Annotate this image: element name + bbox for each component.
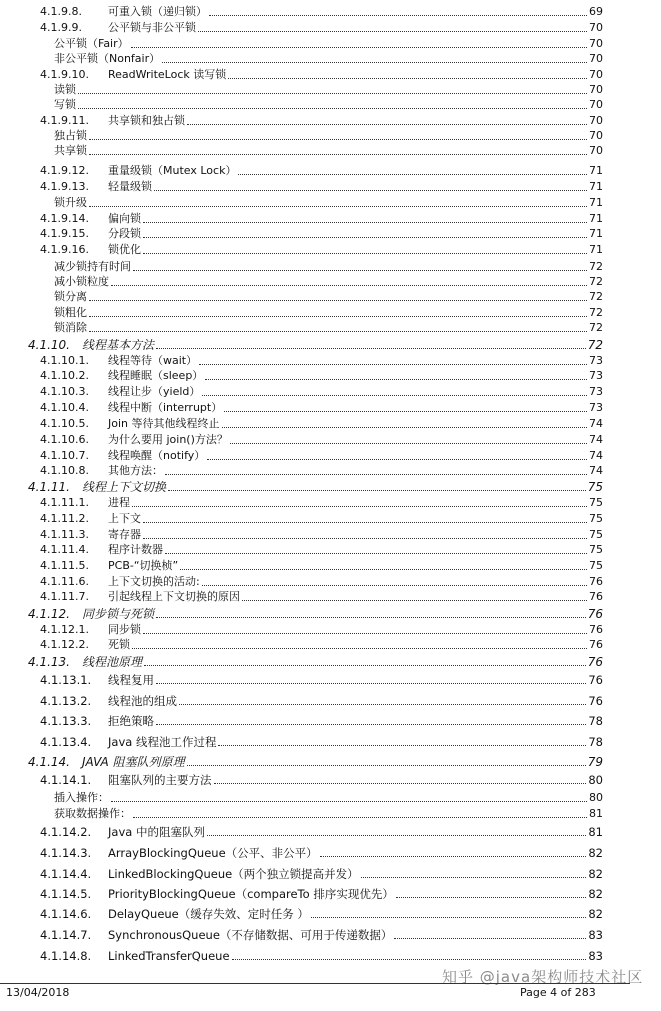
toc-entry-number: 4.1.9.9.	[40, 21, 82, 34]
toc-entry[interactable]	[0, 754, 661, 770]
toc-entry[interactable]	[0, 527, 661, 543]
toc-dot-leader	[89, 331, 587, 332]
toc-entry-title: 线程池原理	[82, 655, 143, 669]
toc-entry[interactable]	[0, 463, 661, 479]
toc-entry[interactable]	[0, 128, 661, 144]
toc-entry-title: 写锁	[54, 98, 76, 111]
toc-dot-leader	[143, 538, 587, 539]
toc-dot-leader	[202, 585, 587, 586]
toc-entry-page: 71	[589, 243, 603, 256]
toc-entry-title: 拒绝策略	[108, 714, 154, 728]
toc-entry-page: 72	[589, 260, 603, 273]
toc-entry-page: 71	[589, 196, 603, 209]
toc-entry-page: 83	[588, 928, 603, 942]
toc-entry[interactable]	[0, 772, 661, 788]
toc-entry-page: 73	[589, 354, 603, 367]
toc-entry-number: 4.1.9.10.	[40, 68, 89, 81]
toc-dot-leader	[218, 745, 586, 746]
toc-dot-leader	[156, 348, 586, 349]
toc-entry-page: 73	[589, 385, 603, 398]
toc-entry-title: 线程睡眠（sleep）	[108, 369, 204, 382]
toc-entry-page: 76	[589, 638, 603, 651]
toc-entry-number: 4.1.11.1.	[40, 496, 89, 509]
toc-entry-page: 71	[589, 227, 603, 240]
toc-entry-number: 4.1.14.4.	[40, 867, 92, 881]
toc-entry-title: 轻量级锁	[108, 180, 152, 193]
toc-entry-number: 4.1.9.8.	[40, 5, 82, 18]
toc-entry-title: 上下文切换的活动:	[108, 575, 200, 588]
toc-entry-title: 寄存器	[108, 528, 141, 541]
toc-entry-number: 4.1.14.3.	[40, 846, 92, 860]
toc-dot-leader	[143, 222, 587, 223]
toc-dot-leader	[207, 459, 587, 460]
toc-dot-leader	[111, 285, 587, 286]
toc-entry-title: 死锁	[108, 638, 130, 651]
toc-entry[interactable]	[0, 906, 661, 922]
toc-dot-leader	[320, 856, 586, 857]
toc-entry[interactable]	[0, 20, 661, 36]
toc-entry-number: 4.1.9.13.	[40, 180, 89, 193]
toc-entry-page: 78	[588, 735, 603, 749]
toc-entry[interactable]	[0, 589, 661, 605]
toc-entry-title: 线程等待（wait）	[108, 354, 198, 367]
toc-entry-page: 80	[588, 773, 603, 787]
toc-entry-number: 4.1.11.5.	[40, 559, 89, 572]
toc-dot-leader	[224, 411, 587, 412]
toc-entry-number: 4.1.10.4.	[40, 401, 89, 414]
toc-entry-page: 81	[589, 807, 603, 820]
toc-entry[interactable]	[0, 806, 661, 822]
toc-entry-page: 74	[589, 433, 603, 446]
toc-dot-leader	[394, 938, 586, 939]
toc-entry-number: 4.1.10.5.	[40, 417, 89, 430]
toc-entry[interactable]	[0, 274, 661, 290]
toc-entry[interactable]	[0, 113, 661, 129]
toc-dot-leader	[222, 427, 587, 428]
toc-entry-number: 4.1.11.2.	[40, 512, 89, 525]
toc-dot-leader	[143, 522, 587, 523]
toc-entry[interactable]	[0, 713, 661, 729]
toc-entry-page: 80	[589, 791, 603, 804]
toc-entry-page: 82	[588, 846, 603, 860]
toc-entry-title: 公平锁与非公平锁	[108, 21, 196, 34]
toc-entry-number: 4.1.13.4.	[40, 735, 92, 749]
toc-dot-leader	[162, 62, 587, 63]
toc-entry[interactable]	[0, 432, 661, 448]
toc-dot-leader	[89, 154, 587, 155]
toc-entry-page: 69	[589, 5, 603, 18]
toc-dot-leader	[132, 648, 587, 649]
toc-entry-title: 线程唤醒（notify）	[108, 449, 206, 462]
toc-dot-leader	[78, 108, 587, 109]
toc-entry-number: 4.1.12.1.	[40, 623, 89, 636]
toc-entry[interactable]	[0, 320, 661, 336]
toc-entry-number: 4.1.11.7.	[40, 590, 89, 603]
toc-entry-page: 70	[589, 144, 603, 157]
toc-dot-leader	[180, 569, 587, 570]
toc-dot-leader	[143, 253, 587, 254]
toc-entry-page: 76	[589, 575, 603, 588]
toc-dot-leader	[311, 917, 586, 918]
toc-entry-number: 4.1.11.	[28, 480, 70, 494]
toc-entry-page: 76	[588, 673, 603, 687]
toc-entry-number: 4.1.9.15.	[40, 227, 89, 240]
toc-dot-leader	[187, 124, 587, 125]
toc-entry-page: 72	[589, 290, 603, 303]
toc-entry-number: 4.1.10.3.	[40, 385, 89, 398]
toc-entry-title: 引起线程上下文切换的原因	[108, 590, 240, 603]
toc-entry-title: 可重入锁（递归锁）	[108, 5, 207, 18]
toc-entry[interactable]	[0, 886, 661, 902]
toc-dot-leader	[165, 474, 587, 475]
toc-entry-number: 4.1.11.4.	[40, 543, 89, 556]
toc-entry-title: DelayQueue（缓存失效、定时任务 ）	[108, 907, 309, 921]
toc-entry-number: 4.1.9.16.	[40, 243, 89, 256]
toc-entry-page: 74	[589, 449, 603, 462]
toc-entry-title: LinkedTransferQueue	[108, 949, 230, 963]
toc-entry-page: 70	[589, 37, 603, 50]
toc-entry-title: JAVA 阻塞队列原理	[82, 755, 185, 769]
toc-entry-page: 75	[589, 559, 603, 572]
toc-entry-number: 4.1.9.11.	[40, 114, 89, 127]
toc-entry[interactable]	[0, 195, 661, 211]
toc-dot-leader	[89, 206, 587, 207]
toc-dot-leader	[165, 553, 587, 554]
toc-entry[interactable]	[0, 479, 661, 495]
toc-entry[interactable]	[0, 179, 661, 195]
toc-dot-leader	[230, 443, 587, 444]
toc-entry-page: 75	[589, 496, 603, 509]
toc-entry[interactable]	[0, 866, 661, 882]
toc-entry-title: 程序计数器	[108, 543, 163, 556]
toc-dot-leader	[199, 364, 587, 365]
toc-entry-page: 70	[589, 52, 603, 65]
toc-dot-leader	[214, 783, 586, 784]
toc-entry-page: 75	[589, 543, 603, 556]
toc-entry-number: 4.1.10.	[28, 338, 70, 352]
toc-entry-number: 4.1.14.8.	[40, 949, 92, 963]
toc-entry[interactable]	[0, 637, 661, 653]
toc-entry-title: SynchronousQueue（不存储数据、可用于传递数据）	[108, 928, 393, 942]
toc-entry[interactable]	[0, 622, 661, 638]
toc-dot-leader	[242, 600, 587, 601]
toc-entry-title: 进程	[108, 496, 130, 509]
toc-entry-title: PriorityBlockingQueue（compareTo 排序实现优先）	[108, 887, 394, 901]
toc-dot-leader	[156, 683, 586, 684]
toc-entry-title: 独占锁	[54, 129, 87, 142]
toc-entry-page: 82	[588, 867, 603, 881]
toc-entry[interactable]	[0, 511, 661, 527]
toc-dot-leader	[168, 490, 586, 491]
toc-entry-page: 76	[587, 655, 603, 669]
toc-entry-page: 72	[589, 275, 603, 288]
toc-entry-page: 70	[589, 21, 603, 34]
footer-divider	[0, 983, 630, 984]
toc-entry-title: Java 线程池工作过程	[108, 735, 217, 749]
toc-entry[interactable]	[0, 305, 661, 321]
toc-entry-title: 为什么要用 join()方法？	[108, 433, 228, 446]
toc-entry-number: 4.1.11.6.	[40, 575, 89, 588]
toc-entry-page: 72	[587, 338, 603, 352]
toc-dot-leader	[89, 300, 587, 301]
toc-dot-leader	[179, 704, 586, 705]
toc-entry[interactable]	[0, 654, 661, 670]
toc-entry-page: 75	[587, 480, 603, 494]
toc-dot-leader	[89, 139, 587, 140]
toc-entry-title: ArrayBlockingQueue（公平、非公平）	[108, 846, 318, 860]
toc-entry-page: 74	[589, 464, 603, 477]
toc-entry-number: 4.1.10.8.	[40, 464, 89, 477]
toc-entry[interactable]	[0, 4, 661, 20]
toc-entry-title: 减小锁粒度	[54, 275, 109, 288]
toc-entry-title: 插入操作：	[54, 791, 109, 804]
toc-entry-page: 78	[588, 714, 603, 728]
toc-entry-page: 79	[587, 755, 603, 769]
toc-dot-leader	[143, 237, 587, 238]
toc-entry[interactable]	[0, 734, 661, 750]
toc-entry-title: 线程上下文切换	[82, 480, 167, 494]
toc-entry[interactable]	[0, 845, 661, 861]
toc-entry-title: Java 中的阻塞队列	[108, 825, 205, 839]
toc-entry-title: 共享锁	[54, 144, 87, 157]
toc-entry-page: 75	[589, 528, 603, 541]
toc-dot-leader	[156, 617, 586, 618]
toc-dot-leader	[133, 270, 587, 271]
toc-entry[interactable]	[0, 495, 661, 511]
toc-entry[interactable]	[0, 97, 661, 113]
toc-dot-leader	[396, 897, 586, 898]
toc-dot-leader	[187, 765, 586, 766]
toc-entry[interactable]	[0, 448, 661, 464]
toc-entry-page: 70	[589, 129, 603, 142]
footer-page-label: Page 4 of 283	[520, 986, 596, 999]
toc-entry-page: 83	[588, 949, 603, 963]
toc-entry-page: 70	[589, 114, 603, 127]
toc-entry-title: 上下文	[108, 512, 141, 525]
toc-dot-leader	[132, 506, 587, 507]
toc-entry-number: 4.1.14.1.	[40, 773, 92, 787]
toc-dot-leader	[89, 316, 587, 317]
toc-entry-title: 线程中断（interrupt）	[108, 401, 223, 414]
toc-entry-number: 4.1.9.14.	[40, 212, 89, 225]
toc-entry-title: 分段锁	[108, 227, 141, 240]
toc-entry-title: 阻塞队列的主要方法	[108, 773, 212, 787]
toc-entry-page: 76	[588, 694, 603, 708]
toc-entry-page: 70	[589, 98, 603, 111]
toc-entry-title: LinkedBlockingQueue（两个独立锁提高并发）	[108, 867, 359, 881]
toc-entry-title: 重量级锁（Mutex Lock）	[108, 164, 237, 177]
toc-entry[interactable]	[0, 82, 661, 98]
toc-entry-title: 减少锁持有时间	[54, 260, 131, 273]
footer-date: 13/04/2018	[6, 986, 70, 999]
toc-entry-page: 72	[589, 321, 603, 334]
toc-entry-page: 76	[589, 623, 603, 636]
toc-dot-leader	[154, 190, 587, 191]
toc-entry[interactable]	[0, 574, 661, 590]
toc-entry-number: 4.1.12.2.	[40, 638, 89, 651]
toc-dot-leader	[131, 47, 587, 48]
toc-entry[interactable]	[0, 542, 661, 558]
toc-entry-title: 偏向锁	[108, 212, 141, 225]
toc-entry-number: 4.1.10.6.	[40, 433, 89, 446]
toc-entry[interactable]	[0, 416, 661, 432]
toc-entry-title: 同步锁与死锁	[82, 607, 155, 621]
toc-entry-number: 4.1.14.5.	[40, 887, 92, 901]
toc-entry[interactable]	[0, 211, 661, 227]
toc-entry-number: 4.1.14.	[28, 755, 70, 769]
toc-entry[interactable]	[0, 163, 661, 179]
toc-dot-leader	[156, 724, 586, 725]
toc-entry[interactable]	[0, 353, 661, 369]
toc-entry-title: 锁粗化	[54, 306, 87, 319]
toc-entry[interactable]	[0, 289, 661, 305]
toc-dot-leader	[238, 174, 587, 175]
toc-entry-title: 锁优化	[108, 243, 141, 256]
toc-dot-leader	[143, 633, 587, 634]
toc-entry-page: 76	[587, 607, 603, 621]
toc-entry-page: 72	[589, 306, 603, 319]
zhihu-watermark: 知乎 @java架构师技术社区	[442, 968, 644, 986]
toc-entry[interactable]	[0, 927, 661, 943]
toc-entry-number: 4.1.13.3.	[40, 714, 92, 728]
toc-entry[interactable]	[0, 672, 661, 688]
toc-dot-leader	[207, 835, 586, 836]
toc-dot-leader	[209, 15, 587, 16]
toc-dot-leader	[133, 817, 587, 818]
toc-entry-page: 75	[589, 512, 603, 525]
toc-entry[interactable]	[0, 51, 661, 67]
toc-entry-page: 71	[589, 164, 603, 177]
toc-entry-page: 70	[589, 68, 603, 81]
toc-entry-number: 4.1.14.6.	[40, 907, 92, 921]
toc-entry-page: 71	[589, 212, 603, 225]
toc-entry-title: 锁消除	[54, 321, 87, 334]
toc-entry-title: 锁升级	[54, 196, 87, 209]
toc-entry[interactable]	[0, 606, 661, 622]
toc-entry-number: 4.1.13.2.	[40, 694, 92, 708]
toc-entry[interactable]	[0, 368, 661, 384]
toc-dot-leader	[202, 395, 587, 396]
toc-entry-number: 4.1.12.	[28, 607, 70, 621]
toc-entry-number: 4.1.13.1.	[40, 673, 92, 687]
toc-entry-title: 锁分离	[54, 290, 87, 303]
toc-entry-title: 获取数据操作：	[54, 807, 131, 820]
toc-entry-title: 非公平锁（Nonfair）	[54, 52, 161, 65]
toc-entry-title: 线程基本方法	[82, 338, 155, 352]
toc-entry-title: ReadWriteLock 读写锁	[108, 68, 227, 81]
toc-entry-number: 4.1.10.1.	[40, 354, 89, 367]
toc-entry-title: 公平锁（Fair）	[54, 37, 129, 50]
toc-entry[interactable]	[0, 824, 661, 840]
toc-entry-page: 74	[589, 417, 603, 430]
toc-entry[interactable]	[0, 259, 661, 275]
toc-entry-title: 其他方法：	[108, 464, 163, 477]
toc-entry[interactable]	[0, 400, 661, 416]
toc-entry-number: 4.1.9.12.	[40, 164, 89, 177]
toc-entry[interactable]	[0, 558, 661, 574]
toc-entry-title: 读锁	[54, 83, 76, 96]
toc-entry-title: PCB-“切换桢”	[108, 559, 179, 572]
toc-entry[interactable]	[0, 143, 661, 159]
toc-entry[interactable]	[0, 36, 661, 52]
toc-entry[interactable]	[0, 693, 661, 709]
toc-dot-leader	[361, 877, 586, 878]
toc-entry-title: Join 等待其他线程终止	[108, 417, 220, 430]
toc-entry[interactable]	[0, 226, 661, 242]
toc-entry-page: 73	[589, 401, 603, 414]
toc-dot-leader	[78, 93, 587, 94]
toc-entry[interactable]	[0, 337, 661, 353]
toc-entry-number: 4.1.10.2.	[40, 369, 89, 382]
toc-dot-leader	[232, 959, 586, 960]
toc-dot-leader	[198, 31, 587, 32]
toc-entry-page: 73	[589, 369, 603, 382]
toc-entry-title: 线程让步（yield）	[108, 385, 201, 398]
toc-dot-leader	[228, 78, 587, 79]
toc-entry[interactable]	[0, 67, 661, 83]
toc-entry-page: 70	[589, 83, 603, 96]
toc-entry[interactable]	[0, 790, 661, 806]
toc-entry-page: 82	[588, 907, 603, 921]
toc-entry-number: 4.1.11.3.	[40, 528, 89, 541]
toc-entry-number: 4.1.14.2.	[40, 825, 92, 839]
toc-entry-number: 4.1.13.	[28, 655, 70, 669]
toc-entry-page: 81	[588, 825, 603, 839]
toc-entry-title: 同步锁	[108, 623, 141, 636]
toc-entry-number: 4.1.14.7.	[40, 928, 92, 942]
toc-dot-leader	[111, 801, 587, 802]
toc-dot-leader	[205, 379, 587, 380]
toc-entry-page: 71	[589, 180, 603, 193]
toc-entry-page: 76	[589, 590, 603, 603]
toc-dot-leader	[144, 665, 586, 666]
toc-entry-number: 4.1.10.7.	[40, 449, 89, 462]
toc-entry[interactable]	[0, 242, 661, 258]
toc-entry-title: 共享锁和独占锁	[108, 114, 185, 127]
toc-entry-title: 线程复用	[108, 673, 154, 687]
toc-entry[interactable]	[0, 384, 661, 400]
toc-entry-page: 82	[588, 887, 603, 901]
toc-entry-title: 线程池的组成	[108, 694, 177, 708]
toc-entry[interactable]	[0, 948, 661, 964]
